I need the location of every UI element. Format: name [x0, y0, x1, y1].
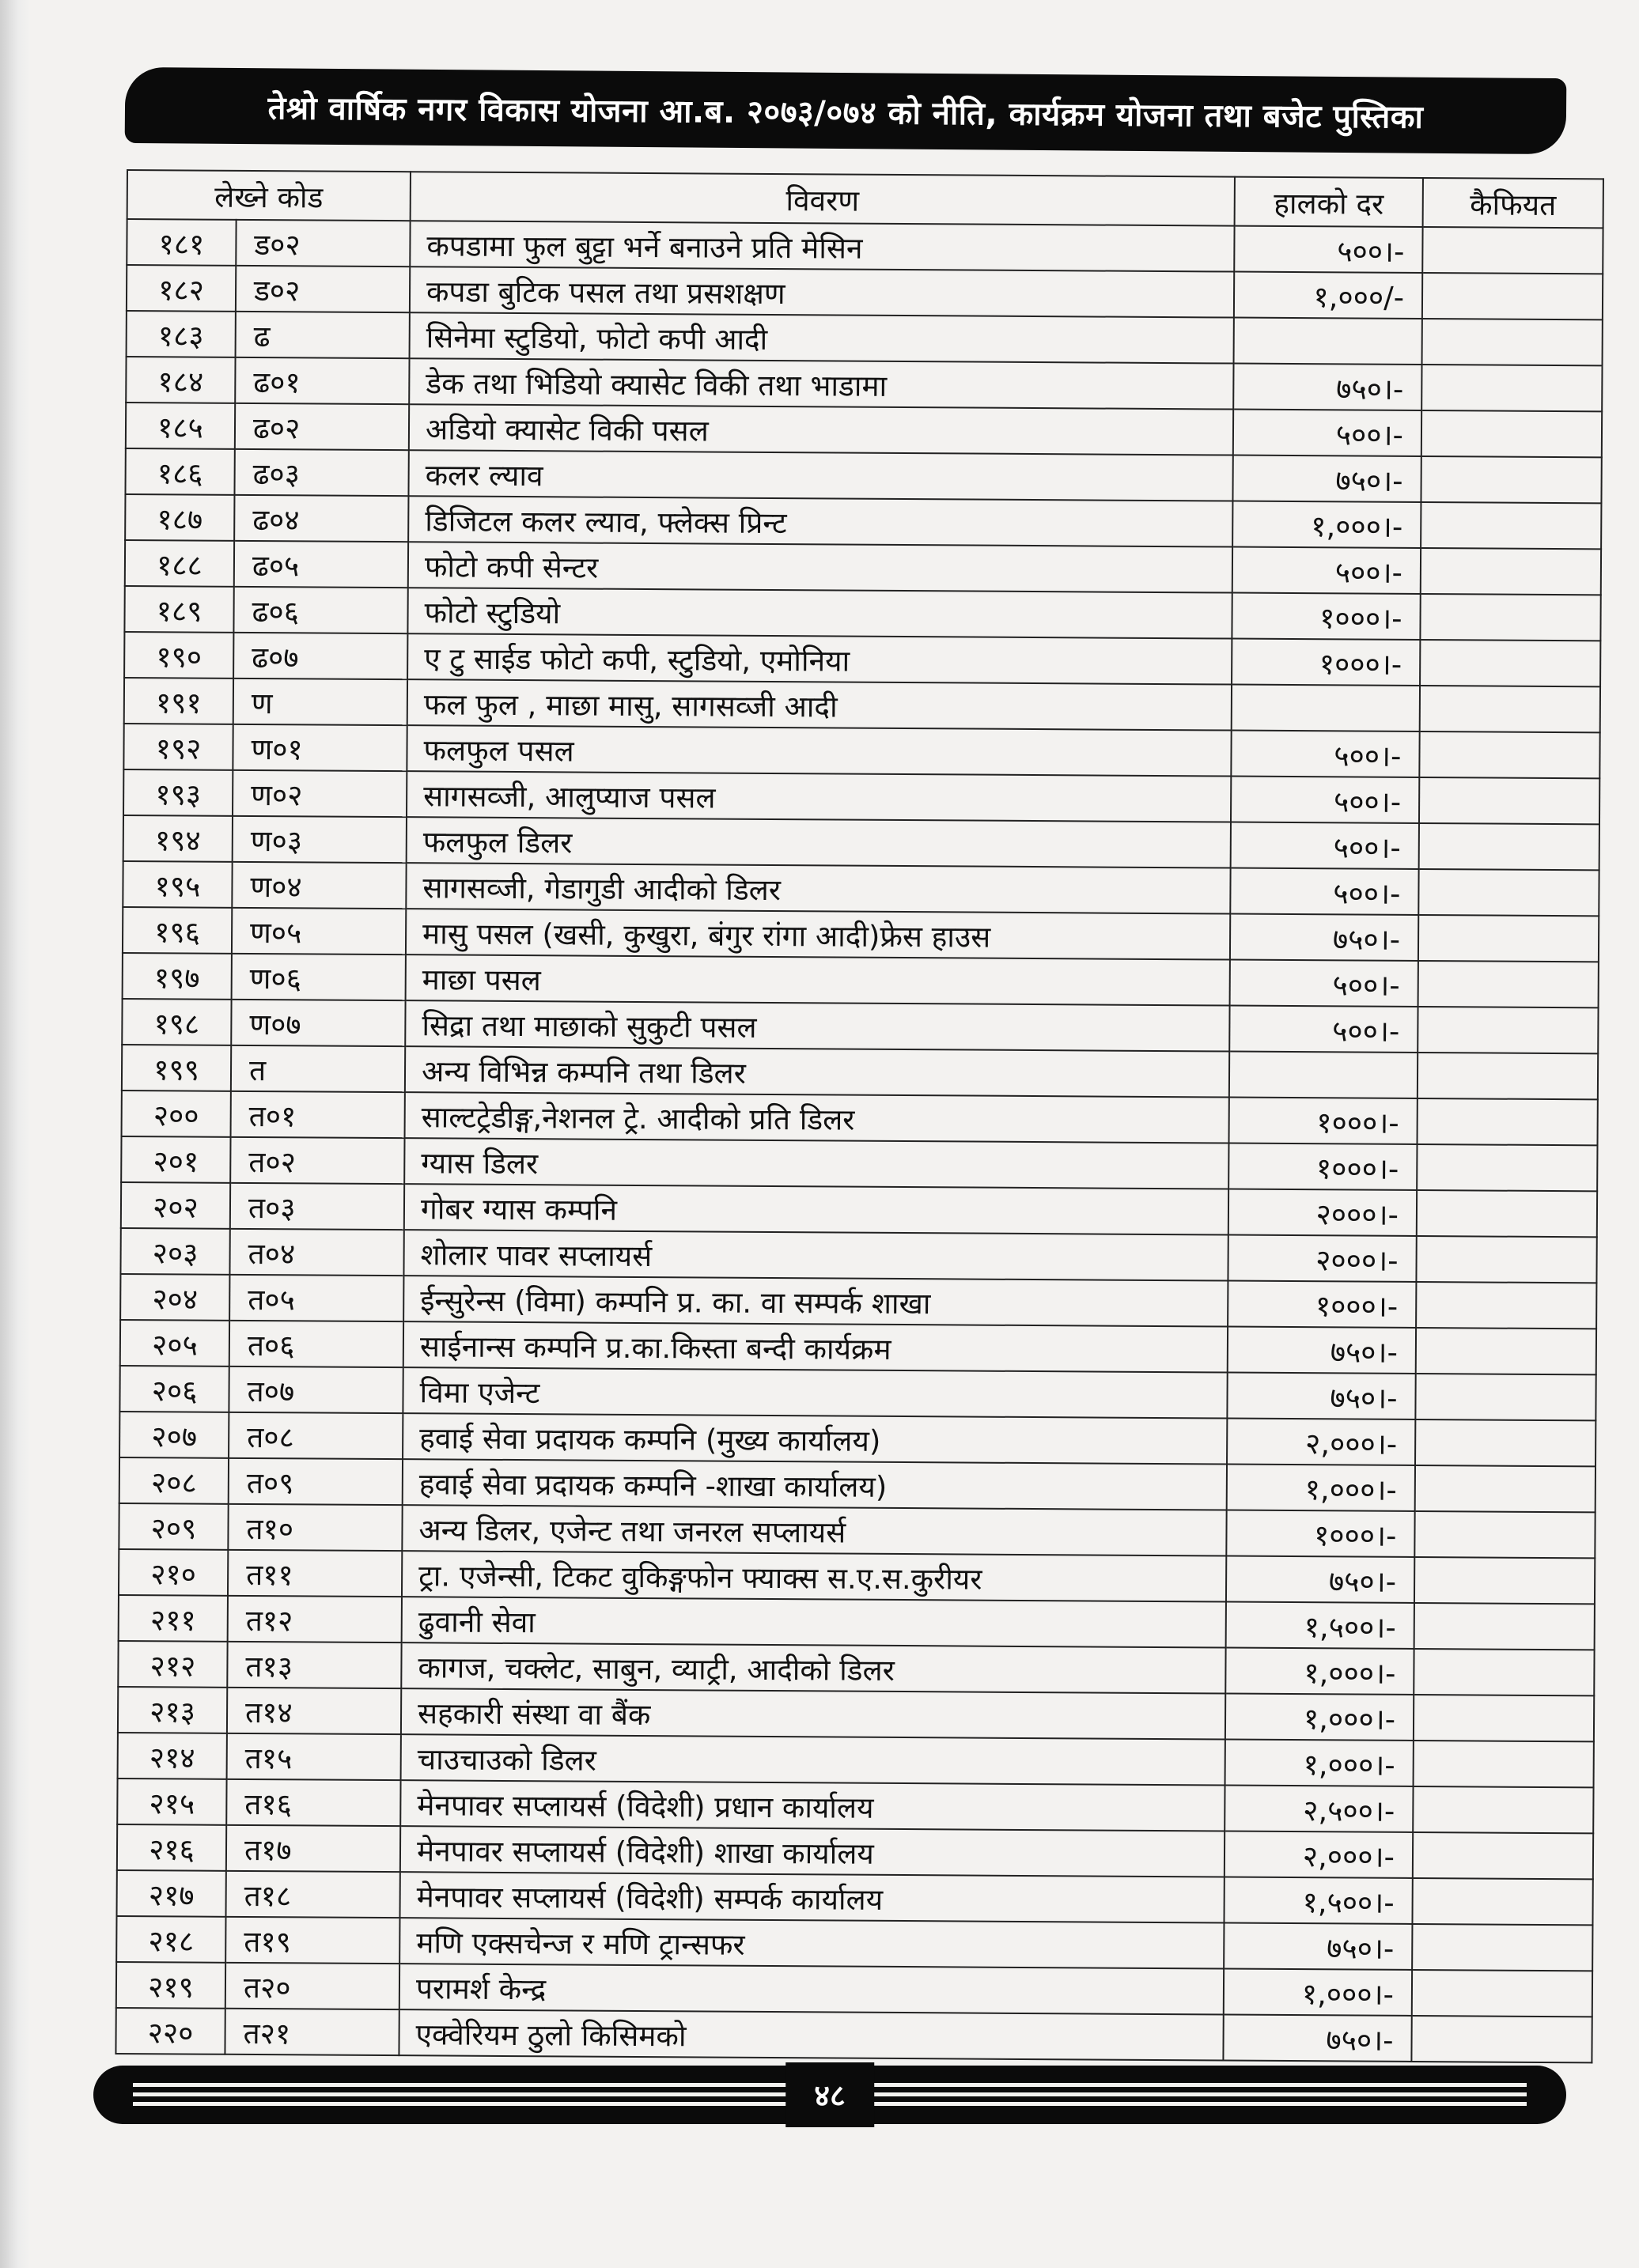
row-rate: ५००।- [1233, 410, 1421, 456]
row-serial: २११ [119, 1595, 228, 1642]
row-description: सिनेमा स्टुडियो, फोटो कपी आदी [410, 312, 1234, 363]
table-body [115, 219, 1603, 2062]
row-remark [1418, 961, 1599, 1007]
row-rate: १,०००।- [1232, 501, 1421, 548]
row-code: त१३ [227, 1642, 401, 1688]
row-code: त१६ [226, 1779, 400, 1826]
row-description: कलर ल्याव [408, 450, 1232, 501]
row-description: साल्टट्रेडीङ्ग,नेशनल ट्रे. आदीको प्रति डिलर [405, 1092, 1229, 1143]
row-code: त१५ [227, 1733, 401, 1780]
row-code: ढ०७ [233, 633, 407, 679]
row-code: ड०२ [236, 266, 410, 312]
row-rate: १,०००।- [1225, 1648, 1414, 1695]
row-rate: १०००।- [1232, 593, 1420, 640]
row-remark [1421, 502, 1601, 549]
row-code: ढ०१ [235, 357, 409, 404]
row-description: साईनान्स कम्पनि प्र.का.किस्ता बन्दी कार्यक्रम [403, 1321, 1228, 1372]
row-code: ढ [236, 312, 410, 358]
row-code: ण [233, 679, 407, 725]
row-description: मासु पसल (खसी, कुखुरा, बंगुर रांगा आदी)फ्रेस हाउस [406, 909, 1230, 959]
row-code: ढ०६ [233, 587, 407, 633]
row-remark [1414, 1695, 1594, 1741]
row-rate: ५००।- [1231, 822, 1419, 869]
row-code: ढ०४ [234, 495, 408, 542]
row-description: कागज, चक्लेट, साबुन, व्याट्री, आदीको डिलर [401, 1642, 1225, 1693]
header-banner [125, 67, 1567, 154]
row-rate: ५००।- [1230, 960, 1418, 1007]
row-remark [1416, 1282, 1596, 1329]
row-rate: २०००।- [1228, 1189, 1417, 1236]
row-rate [1234, 318, 1422, 365]
row-serial: १८२ [127, 265, 236, 312]
row-serial: १९१ [124, 678, 233, 724]
row-serial: १९७ [123, 953, 232, 1000]
row-remark [1414, 1557, 1595, 1604]
row-description: कपडामा फुल बुट्टा भर्ने बनाउने प्रति मेसिन [410, 221, 1234, 271]
row-description: ढुवानी सेवा [402, 1597, 1226, 1647]
row-remark [1414, 1741, 1594, 1787]
row-serial: २०४ [120, 1274, 229, 1321]
row-description: माछा पसल [406, 954, 1230, 1005]
row-serial: १९४ [123, 815, 233, 862]
row-code: त [231, 1045, 405, 1092]
row-serial: १९६ [123, 907, 232, 954]
row-rate: ५००।- [1231, 731, 1419, 777]
row-serial: १८३ [127, 311, 236, 357]
row-serial: १८७ [125, 494, 234, 541]
row-code: त१४ [227, 1688, 401, 1734]
row-serial: २१२ [118, 1641, 227, 1688]
row-serial: २०६ [119, 1366, 229, 1412]
row-rate: १,०००/- [1234, 272, 1422, 319]
row-code: त०६ [229, 1321, 403, 1367]
row-remark [1412, 1878, 1592, 1925]
row-description: गोबर ग्यास कम्पनि [404, 1184, 1228, 1234]
row-remark [1416, 1328, 1596, 1374]
row-serial: २०२ [121, 1182, 230, 1229]
row-code: ण०३ [233, 816, 407, 863]
row-description: शोलार पावर सप्लायर्स [403, 1230, 1228, 1280]
row-serial: २१३ [118, 1687, 227, 1733]
row-remark [1415, 1374, 1595, 1420]
row-description: डिजिटल कलर ल्याव, फ्लेक्स प्रिन्ट [408, 496, 1232, 546]
row-serial: १८४ [126, 357, 235, 403]
row-code: ण०१ [233, 724, 407, 771]
row-description: डेक तथा भिडियो क्यासेट विकी तथा भाडामा [409, 358, 1233, 409]
row-remark [1420, 640, 1600, 686]
row-remark [1412, 1924, 1592, 1971]
row-remark [1419, 777, 1599, 824]
row-code: त०३ [230, 1183, 404, 1230]
row-description: ग्यास डिलर [404, 1138, 1228, 1189]
row-code: त२० [225, 1963, 399, 2009]
row-code: ढ०२ [235, 403, 409, 450]
row-description: ईन्सुरेन्स (विमा) कम्पनि प्र. का. वा सम्पर्क शाखा [403, 1276, 1228, 1326]
row-code: त२१ [225, 2009, 399, 2055]
row-remark [1413, 1786, 1593, 1833]
row-serial: २०८ [119, 1457, 229, 1504]
row-serial: १८१ [127, 219, 236, 266]
row-rate: १,०००।- [1225, 1740, 1414, 1786]
row-description: फोटो कपी सेन्टर [408, 542, 1232, 592]
footer-band [93, 2066, 1566, 2124]
row-code: त१९ [225, 1917, 399, 1964]
row-remark [1415, 1419, 1595, 1466]
row-remark [1414, 1649, 1594, 1695]
row-rate: ५००।- [1229, 1006, 1418, 1053]
row-description: हवाई सेवा प्रदायक कम्पनि -शाखा कार्यालय) [403, 1459, 1227, 1510]
row-remark [1413, 1832, 1593, 1879]
row-serial: २१९ [116, 1962, 225, 2009]
row-serial: १८५ [126, 403, 235, 449]
row-remark [1419, 731, 1599, 778]
row-remark [1420, 686, 1600, 732]
row-code: त०९ [229, 1458, 403, 1505]
row-serial: २१४ [118, 1733, 227, 1779]
row-remark [1418, 869, 1599, 916]
document-title: तेश्रो वार्षिक नगर विकास योजना आ.ब. २०७३/०७४ को नीति, कार्यक्रम योजना तथा बजेट पुस्तिका [267, 89, 1424, 136]
page-number: ४८ [814, 2078, 846, 2113]
row-remark [1417, 1144, 1597, 1191]
row-serial: २०९ [119, 1503, 228, 1550]
table-row [115, 2008, 1592, 2062]
row-code: त११ [228, 1550, 402, 1597]
row-serial: २१६ [117, 1824, 226, 1871]
row-rate: ७५०।- [1233, 364, 1421, 410]
row-rate [1229, 1052, 1418, 1098]
row-rate: ७५०।- [1228, 1327, 1416, 1374]
row-description: मेनपावर सप्लायर्स (विदेशी) शाखा कार्यालय [400, 1826, 1225, 1877]
row-serial: १८८ [125, 540, 234, 587]
row-remark [1417, 1098, 1597, 1145]
row-serial: १९२ [123, 724, 233, 770]
header-code: लेख्ने कोड [127, 170, 411, 221]
row-rate [1232, 685, 1420, 731]
header-rate: हालको दर [1235, 177, 1423, 227]
row-serial: २१५ [117, 1778, 226, 1825]
row-remark [1421, 410, 1602, 457]
row-rate: १०००।- [1229, 1098, 1418, 1144]
row-remark [1414, 1511, 1595, 1558]
row-description: सागसव्जी, आलुप्याज पसल [407, 771, 1231, 822]
fee-table [115, 169, 1604, 2063]
row-code: ण०२ [233, 770, 407, 817]
row-description: चाउचाउको डिलर [401, 1734, 1225, 1785]
row-remark [1418, 1053, 1598, 1099]
row-rate: १,०००।- [1225, 1694, 1414, 1741]
row-description: ए टु साईड फोटो कपी, स्टुडियो, एमोनिया [407, 633, 1232, 684]
row-description: फलफुल पसल [407, 725, 1231, 776]
row-rate: ५००।- [1231, 777, 1419, 823]
row-description: अन्य विभिन्न कम्पनि तथा डिलर [405, 1046, 1229, 1097]
row-description: फोटो स्टुडियो [407, 588, 1232, 638]
row-remark [1421, 456, 1601, 503]
row-remark [1415, 1465, 1595, 1512]
row-remark [1418, 1007, 1598, 1053]
row-code: त०२ [230, 1137, 404, 1184]
table-header-row [127, 170, 1603, 228]
row-code: त०१ [231, 1091, 405, 1138]
row-code: त१० [228, 1504, 402, 1551]
row-serial: २१८ [116, 1916, 225, 1963]
row-serial: १९८ [122, 999, 231, 1045]
row-rate: ५००।- [1230, 868, 1418, 915]
row-code: त१८ [226, 1871, 400, 1918]
row-remark [1417, 1190, 1597, 1237]
row-rate: १,५००।- [1226, 1602, 1414, 1649]
row-remark [1412, 1970, 1592, 2017]
row-description: सिद्रा तथा माछाको सुकुटी पसल [405, 1000, 1229, 1051]
row-code: त०५ [229, 1275, 403, 1321]
row-rate: ७५०।- [1223, 2015, 1411, 2062]
row-rate: २,०००।- [1227, 1419, 1415, 1465]
fee-table-container [115, 169, 1603, 2058]
row-description: सहकारी संस्था वा बैंक [401, 1688, 1225, 1739]
row-rate: ७५०।- [1230, 914, 1418, 961]
row-description: अन्य डिलर, एजेन्ट तथा जनरल सप्लायर्स [402, 1505, 1226, 1555]
row-remark [1421, 548, 1601, 595]
row-description: मेनपावर सप्लायर्स (विदेशी) प्रधान कार्यालय [400, 1780, 1225, 1831]
row-code: ण०५ [232, 908, 406, 954]
row-rate: २,५००।- [1225, 1786, 1413, 1832]
row-code: ण०७ [231, 1000, 405, 1046]
row-code: ण०४ [232, 862, 406, 909]
row-code: ढ०५ [234, 541, 408, 588]
row-rate: ५००।- [1232, 547, 1421, 594]
row-remark [1414, 1603, 1595, 1650]
row-description: मणि एक्सचेन्ज र मणि ट्रान्सफर [399, 1918, 1224, 1968]
row-description: कपडा बुटिक पसल तथा प्रसशक्षण [410, 266, 1234, 317]
row-remark [1419, 823, 1599, 870]
header-remarks: कैफियत [1423, 178, 1603, 228]
row-description: परामर्श केन्द्र [399, 1964, 1224, 2014]
row-rate: १,५००।- [1224, 1877, 1412, 1924]
page-binding-shadow [0, 0, 30, 2268]
row-serial: २०३ [120, 1228, 229, 1275]
row-remark [1418, 915, 1599, 962]
row-serial: १९५ [123, 861, 232, 908]
row-code: ढ०३ [234, 449, 408, 496]
row-serial: २०० [122, 1091, 231, 1137]
row-remark [1422, 227, 1603, 274]
row-remark [1416, 1236, 1596, 1283]
row-description: फलफुल डिलर [407, 817, 1231, 868]
row-serial: १८९ [124, 586, 233, 633]
row-serial: १९० [124, 632, 233, 679]
row-rate: ७५०।- [1224, 1923, 1412, 1970]
row-rate: २,०००।- [1225, 1831, 1413, 1878]
row-rate: ७५०।- [1227, 1373, 1415, 1419]
row-code: त०७ [229, 1366, 403, 1413]
row-code: त१२ [228, 1596, 402, 1642]
row-description: एक्वेरियम ठुलो किसिमको [399, 2009, 1223, 2060]
row-serial: २२० [115, 2008, 225, 2054]
row-serial: २०७ [119, 1412, 229, 1458]
row-description: विमा एजेन्ट [403, 1367, 1227, 1418]
row-rate: २०००।- [1228, 1235, 1416, 1282]
row-rate: ७५०।- [1232, 455, 1421, 502]
row-serial: २१० [119, 1549, 228, 1596]
row-remark [1422, 273, 1603, 319]
row-description: मेनपावर सप्लायर्स (विदेशी) सम्पर्क कार्यालय [399, 1872, 1224, 1922]
page-number-box [785, 2062, 874, 2127]
row-rate: १०००।- [1228, 1143, 1417, 1190]
row-remark [1411, 2016, 1592, 2062]
row-serial: २०१ [121, 1136, 230, 1183]
row-serial: २१७ [117, 1870, 226, 1917]
row-rate: ५००।- [1234, 226, 1422, 273]
row-code: त०४ [229, 1229, 403, 1276]
row-code: ण०६ [232, 954, 406, 1000]
row-rate: १,०००।- [1227, 1465, 1415, 1511]
row-description: हवाई सेवा प्रदायक कम्पनि (मुख्य कार्यालय) [403, 1413, 1227, 1464]
row-description: सागसव्जी, गेडागुडी आदीको डिलर [406, 863, 1230, 913]
row-rate: १०००।- [1228, 1281, 1416, 1328]
row-serial: १८६ [125, 448, 234, 495]
row-code: ड०२ [236, 220, 410, 266]
row-remark [1422, 319, 1603, 365]
row-code: त०८ [229, 1412, 403, 1459]
row-description: फल फुल , माछा मासु, सागसव्जी आदी [407, 679, 1232, 730]
row-serial: २०५ [120, 1320, 229, 1366]
row-code: त१७ [226, 1825, 400, 1872]
row-serial: १९३ [123, 769, 233, 816]
row-description: अडियो क्यासेट विकी पसल [409, 404, 1233, 455]
row-rate: ७५०।- [1226, 1556, 1414, 1603]
row-rate: १,०००।- [1224, 1969, 1412, 2016]
header-description: विवरण [411, 172, 1235, 225]
row-rate: १०००।- [1226, 1510, 1414, 1557]
row-rate: १०००।- [1232, 639, 1420, 686]
row-serial: १९९ [122, 1045, 231, 1091]
row-remark [1421, 365, 1602, 411]
row-remark [1420, 594, 1600, 641]
row-description: ट्रा. एजेन्सी, टिकट वुकिङ्गफोन फ्याक्स स.ए.स.कुरीयर [402, 1551, 1226, 1601]
